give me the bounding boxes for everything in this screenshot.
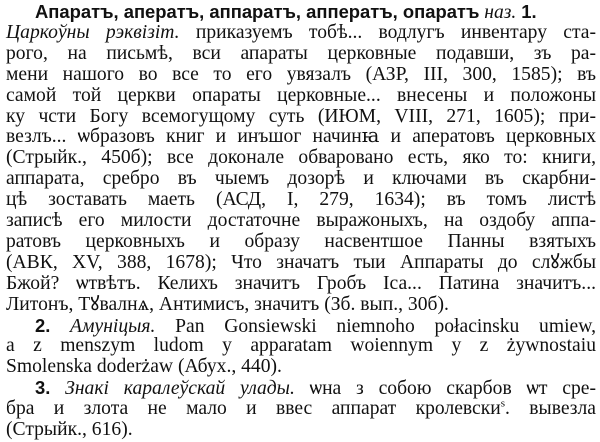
superscript-s: s — [500, 397, 506, 410]
dictionary-entry — [6, 0, 598, 442]
sense-3-line-1 — [35, 378, 596, 399]
entry-line-3: рого, на письмѣ, вси апараты церковные подавши, зъ ра- — [6, 42, 596, 64]
sense-3-line-3: (Стрыйк., 616). — [6, 419, 133, 440]
entry-line-7: везлъ... ѡбразовъ книг и инъшог начинꙗ и аператовъ церковных — [6, 126, 596, 148]
entry-line-6: ку чсти Богу всемогущому суть (ИЮМ, VIII, 271, 1605); при- — [6, 105, 596, 127]
sense-2-text: Pan Gonsiewski niemnoho połacinsku umiew, — [155, 315, 596, 337]
sense-number-3: 3. — [35, 377, 51, 399]
entry-line-5: самой той церкви опараты церковные... внесены и положоны — [6, 84, 596, 106]
sense-3-tail: . вывезла — [505, 398, 596, 420]
entry-line-15: Литонъ, Тꙋвалнѧ, Антимисъ, значитъ (Зб. вып., 30б). — [6, 293, 449, 315]
entry-line-4: мени нашого во все то его увязалъ (АЗР, III, 300, 1585); въ — [6, 63, 596, 85]
sense-title-3: Знакі каралеўскай улады. — [65, 378, 295, 400]
entry-line-2 — [6, 23, 596, 44]
entry-line-10: цѣ зоставать маеть (АСД, I, 279, 1634); въ томъ листѣ — [6, 189, 596, 211]
sense-2-line-1 — [35, 316, 596, 337]
sense-title-2: Амуніцыя. — [70, 315, 156, 337]
entry-line-11: записѣ его милости достаточне выражоныхъ, на оздобу аппа- — [6, 210, 596, 231]
sense-2-line-2: a z menszym ludom y apparatam woiennym y z żywnostaiu — [6, 335, 596, 357]
entry-line-13: (АВК, XV, 388, 1678); Что значатъ тыи Аппараты до слꙋжбы — [6, 251, 596, 273]
sense-number-2: 2. — [35, 314, 51, 336]
sense-3-text-2: бра и злота не мало и ввес аппарат кролевски — [6, 398, 501, 420]
entry-line-12: ратовъ церковныхъ и образу насвентшое Панны взятыхъ — [6, 230, 596, 252]
entry-line-1 — [35, 2, 596, 23]
sense-title-1: Царкоўны рэквізіт. — [6, 21, 180, 43]
headword: Апаратъ, аператъ, аппаратъ, апператъ, опаратъ — [35, 1, 480, 22]
entry-line-14: Бжой? ѡтвѣтъ. Келихъ значитъ Гробъ Іса... Патина значитъ... — [6, 272, 596, 294]
sense-3-line-2 — [6, 399, 596, 420]
sense-number-1: 1. — [521, 1, 537, 22]
citation-text: приказуемъ тобѣ... водлугъ инвентару ста- — [179, 21, 596, 43]
sense-3-text: ѡна з собою скарбов ѡт сре- — [294, 378, 596, 400]
entry-line-9: аппарата, сребро въ чыемъ дозорѣ и ключами въ скарбни- — [6, 168, 596, 190]
sense-2-line-3: Smolenska doderżaw (Абух., 440). — [6, 356, 282, 378]
part-of-speech: наз. — [484, 2, 517, 23]
entry-line-8: (Стрыйк., 450б); все доконале обварованo есть, яко то: книги, — [6, 147, 596, 169]
